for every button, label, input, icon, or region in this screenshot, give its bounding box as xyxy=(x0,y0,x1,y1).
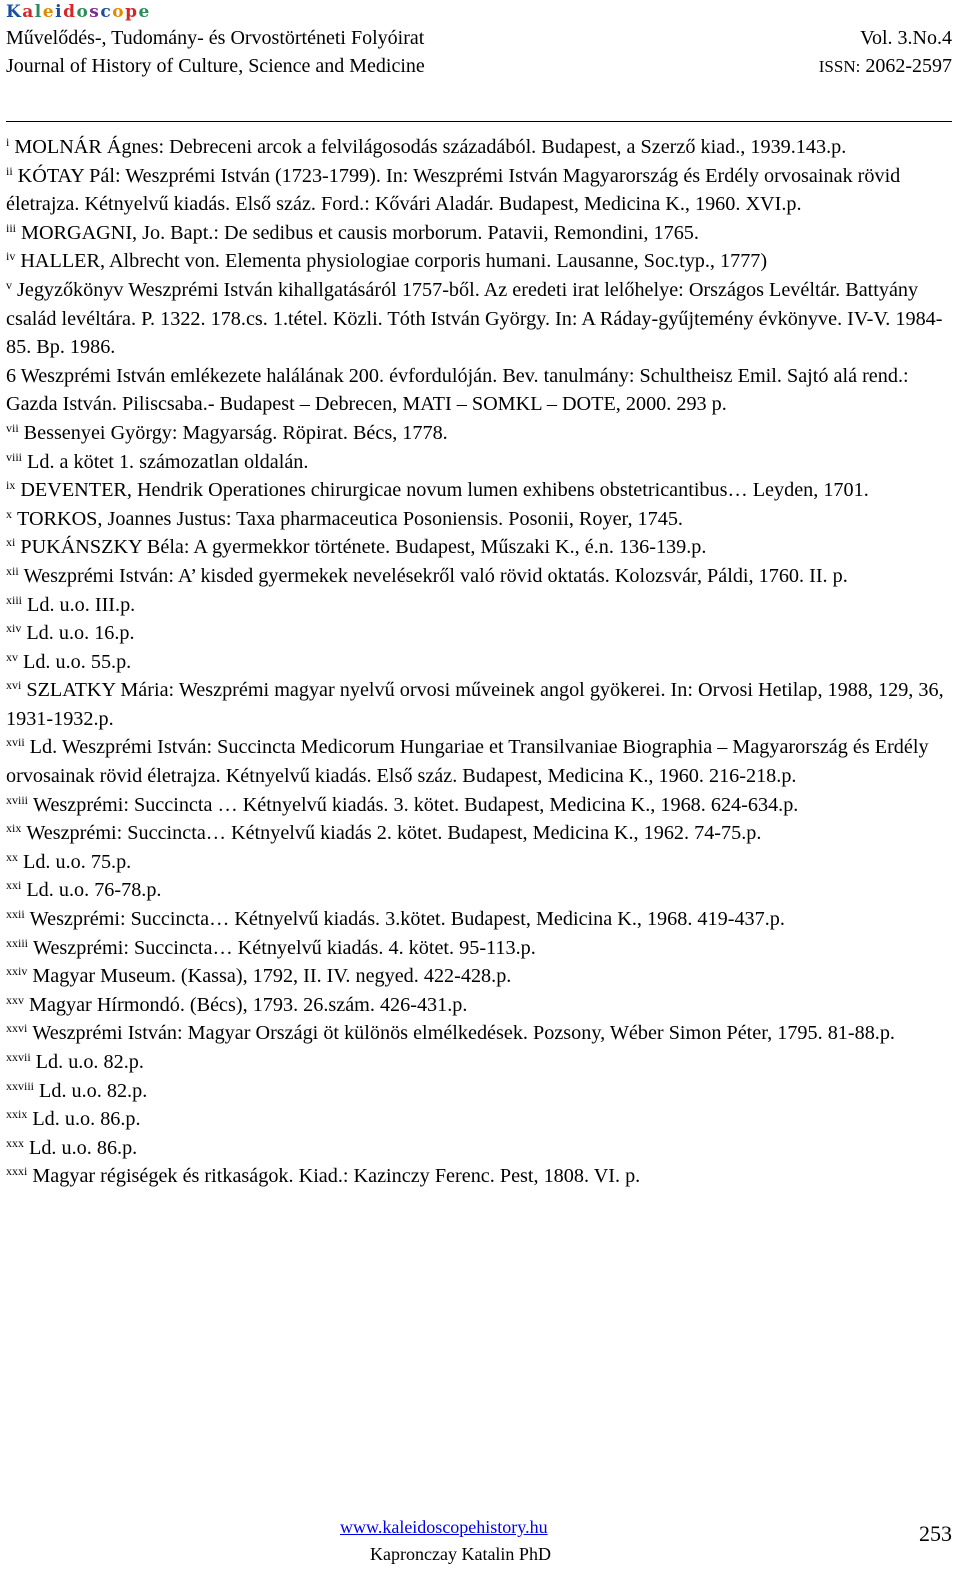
endnote-marker: ix xyxy=(6,478,16,493)
endnote xyxy=(6,133,952,162)
endnote-marker: xxix xyxy=(6,1107,28,1122)
endnote-text: Ld. u.o. 16.p. xyxy=(26,622,135,645)
endnote xyxy=(6,419,952,448)
endnote-marker: v xyxy=(6,277,12,292)
endnote xyxy=(6,591,952,620)
endnote-marker: iv xyxy=(6,249,16,264)
endnote-marker: xxiii xyxy=(6,935,29,950)
endnote-marker: xii xyxy=(6,563,19,578)
endnote xyxy=(6,1048,952,1077)
endnote-marker: xxv xyxy=(6,992,24,1007)
endnote xyxy=(6,247,952,276)
endnote xyxy=(6,162,952,219)
endnote xyxy=(6,505,952,534)
endnote-text: Ld. u.o. 86.p. xyxy=(32,1108,141,1131)
endnote xyxy=(6,1105,952,1134)
endnote xyxy=(6,819,952,848)
endnote-marker: xviii xyxy=(6,792,29,807)
endnote-marker: xi xyxy=(6,535,16,550)
endnote xyxy=(6,791,952,820)
endnote-text: Ld. a kötet 1. számozatlan oldalán. xyxy=(27,450,309,473)
endnote-marker: ii xyxy=(6,163,13,178)
endnote-marker: xxviii xyxy=(6,1078,35,1093)
endnote-text: Weszprémi István: Magyar Országi öt különös elmélkedések. Pozsony, Wéber Simon Péter, 1795. 81-88.p. xyxy=(32,1022,895,1045)
endnote-text: Weszprémi: Succincta… Kétnyelvű kiadás. 4. kötet. 95-113.p. xyxy=(33,936,536,959)
endnote-text: Weszprémi István: A’ kisded gyermekek nevelésekről való rövid oktatás. Kolozsvár, Páldi, 1760. II. p. xyxy=(23,564,848,587)
logo-letter: o xyxy=(76,2,90,22)
endnote-text: HALLER, Albrecht von. Elementa physiologiae corporis humani. Lausanne, Soc.typ., 1777) xyxy=(20,250,768,273)
journal-title-hungarian: Művelődés-, Tudomány- és Orvostörténeti Folyóirat xyxy=(6,27,425,49)
endnote-marker: xvi xyxy=(6,678,22,693)
endnote-marker: xx xyxy=(6,849,18,864)
endnote-marker: xiii xyxy=(6,592,23,607)
page-number: 253 xyxy=(919,1521,952,1546)
issn-label: ISSN: xyxy=(818,57,861,76)
logo-letter: a xyxy=(22,2,35,22)
endnote-text: Magyar régiségek és ritkaságok. Kiad.: Kazinczy Ferenc. Pest, 1808. VI. p. xyxy=(32,1165,641,1188)
endnote xyxy=(6,533,952,562)
logo-letter: e xyxy=(138,2,151,22)
endnote-text: Weszprémi: Succincta… Kétnyelvű kiadás 2. kötet. Budapest, Medicina K., 1962. 74-75.p. xyxy=(26,822,762,845)
logo-letter: p xyxy=(125,2,139,22)
endnote xyxy=(6,934,952,963)
endnote-marker: xxii xyxy=(6,907,25,922)
endnote xyxy=(6,962,952,991)
endnote-marker: xxi xyxy=(6,878,22,893)
endnote-text: Ld. u.o. 76-78.p. xyxy=(26,879,162,902)
endnote-text: Ld. u.o. 55.p. xyxy=(23,650,132,673)
website-link[interactable]: www.kaleidoscopehistory.hu xyxy=(340,1517,548,1537)
endnote xyxy=(6,991,952,1020)
endnotes-list xyxy=(6,133,952,1191)
endnote-marker: vii xyxy=(6,420,19,435)
endnote xyxy=(6,448,952,477)
endnote-marker: xvii xyxy=(6,735,25,750)
logo-letter: s xyxy=(89,2,101,22)
endnote-marker: xxxi xyxy=(6,1164,28,1179)
endnote xyxy=(6,562,952,591)
endnote-text: Weszprémi: Succincta… Kétnyelvű kiadás. 3.kötet. Budapest, Medicina K., 1968. 419-437.p. xyxy=(29,908,785,931)
header-rule xyxy=(6,121,952,122)
endnote-text: Ld. u.o. 82.p. xyxy=(35,1051,144,1073)
endnote-text: Magyar Museum. (Kassa), 1792, II. IV. negyed. 422-428.p. xyxy=(32,965,512,988)
issn-value: 2062-2597 xyxy=(865,55,952,77)
logo-letter: K xyxy=(6,2,23,22)
endnote xyxy=(6,733,952,790)
endnote-marker: xiv xyxy=(6,621,22,636)
endnote-text: Bessenyei György: Magyarság. Röpirat. Bécs, 1778. xyxy=(23,421,448,444)
endnote-text: MORGAGNI, Jo. Bapt.: De sedibus et causis morborum. Patavii, Remondini, 1765. xyxy=(21,221,699,244)
endnote-text: Ld. u.o. 75.p. xyxy=(23,850,132,873)
endnote xyxy=(6,362,952,419)
logo-letter: i xyxy=(55,2,64,22)
endnote xyxy=(6,1134,952,1163)
endnote-marker: xxvii xyxy=(6,1050,31,1064)
endnote-text: 6 Weszprémi István emlékezete halálának 200. évfordulóján. Bev. tanulmány: Schultheisz Emil. Sajtó alá rend.: Gazda István. Piliscsaba.- Budapest – Debrecen, MATI – SOMKL – DOTE, 2000. 293 p. xyxy=(6,364,909,416)
endnote-text: Ld. u.o. 82.p. xyxy=(39,1079,148,1102)
endnote-text: DEVENTER, Hendrik Operationes chirurgicae novum lumen exhibens obstetricantibus… Leyden, 1701. xyxy=(20,479,869,502)
logo-letter: o xyxy=(112,2,126,22)
endnote-marker: xxiv xyxy=(6,964,28,979)
endnote-text: MOLNÁR Ágnes: Debreceni arcok a felvilágosodás századából. Budapest, a Szerző kiad., 1939.143.p. xyxy=(14,136,847,158)
endnote-marker: xv xyxy=(6,649,18,664)
endnote-text: Ld. u.o. III.p. xyxy=(27,593,136,616)
endnote xyxy=(6,619,952,648)
volume-issue: Vol. 3.No.4 xyxy=(860,27,952,49)
issn xyxy=(819,55,952,78)
logo-letter: d xyxy=(63,2,77,22)
endnote-text: Magyar Hírmondó. (Bécs), 1793. 26.szám. 426-431.p. xyxy=(29,993,468,1016)
endnote-marker: xxx xyxy=(6,1135,24,1150)
endnote xyxy=(6,876,952,905)
endnote-text: Ld. Weszprémi István: Succincta Medicorum Hungariae et Transilvaniae Biographia – Magyarország és Erdély orvosainak rövid életrajza. Kétnyelvű kiadás. Első száz. Budapest, Medicina K., 1960. 216-218.p. xyxy=(6,736,929,788)
footer-author: Kapronczay Katalin PhD xyxy=(370,1544,551,1564)
endnote xyxy=(6,476,952,505)
endnote xyxy=(6,676,952,733)
endnote xyxy=(6,276,952,362)
endnote-text: PUKÁNSZKY Béla: A gyermekkor története. Budapest, Műszaki K., é.n. 136-139.p. xyxy=(20,536,707,559)
journal-title-english: Journal of History of Culture, Science and Medicine xyxy=(6,55,425,77)
logo-letter: l xyxy=(34,2,43,22)
endnote-marker: viii xyxy=(6,449,23,464)
endnote xyxy=(6,648,952,677)
logo-letter: c xyxy=(100,2,113,22)
endnote-text: KÓTAY Pál: Weszprémi István (1723-1799). In: Weszprémi István Magyarország és Erdély orvosainak rövid életrajza. Kétnyelvű kiadás. Első száz. Ford.: Kővári Aladár. Budapest, Medicina K., 1960. XVI.p. xyxy=(6,164,901,216)
endnote xyxy=(6,905,952,934)
endnote-marker: xxvi xyxy=(6,1021,28,1036)
endnote-marker: iii xyxy=(6,220,17,235)
endnote-marker: xix xyxy=(6,821,22,836)
endnote xyxy=(6,1019,952,1048)
endnote-text: Jegyzőkönyv Weszprémi István kihallgatásáról 1757-ből. Az eredeti irat lelőhelye: Országos Levéltár. Battyány család levéltára. P. 1322. 178.cs. 1.tétel. Közli. Tóth István György. In: A Ráday-gyűjtemény évkönyve. IV-V. 1984-85. Bp. 1986. xyxy=(6,278,943,359)
page-header xyxy=(6,2,952,122)
endnote xyxy=(6,219,952,248)
endnote-marker: i xyxy=(6,135,10,149)
logo-letter: e xyxy=(42,2,56,22)
endnote-text: TORKOS, Joannes Justus: Taxa pharmaceutica Posoniensis. Posonii, Royer, 1745. xyxy=(17,507,683,530)
kaleidoscope-logo xyxy=(6,2,151,22)
endnote-text: SZLATKY Mária: Weszprémi magyar nyelvű orvosi műveinek angol gyökerei. In: Orvosi Hetilap, 1988, 129, 36, 1931-1932.p. xyxy=(6,679,944,730)
endnote xyxy=(6,1077,952,1106)
endnote-text: Weszprémi: Succincta … Kétnyelvű kiadás. 3. kötet. Budapest, Medicina K., 1968. 624-634.p. xyxy=(33,793,799,816)
endnote xyxy=(6,1162,952,1191)
endnote-text: Ld. u.o. 86.p. xyxy=(29,1136,138,1159)
endnote xyxy=(6,848,952,877)
endnote-marker: x xyxy=(6,506,12,521)
